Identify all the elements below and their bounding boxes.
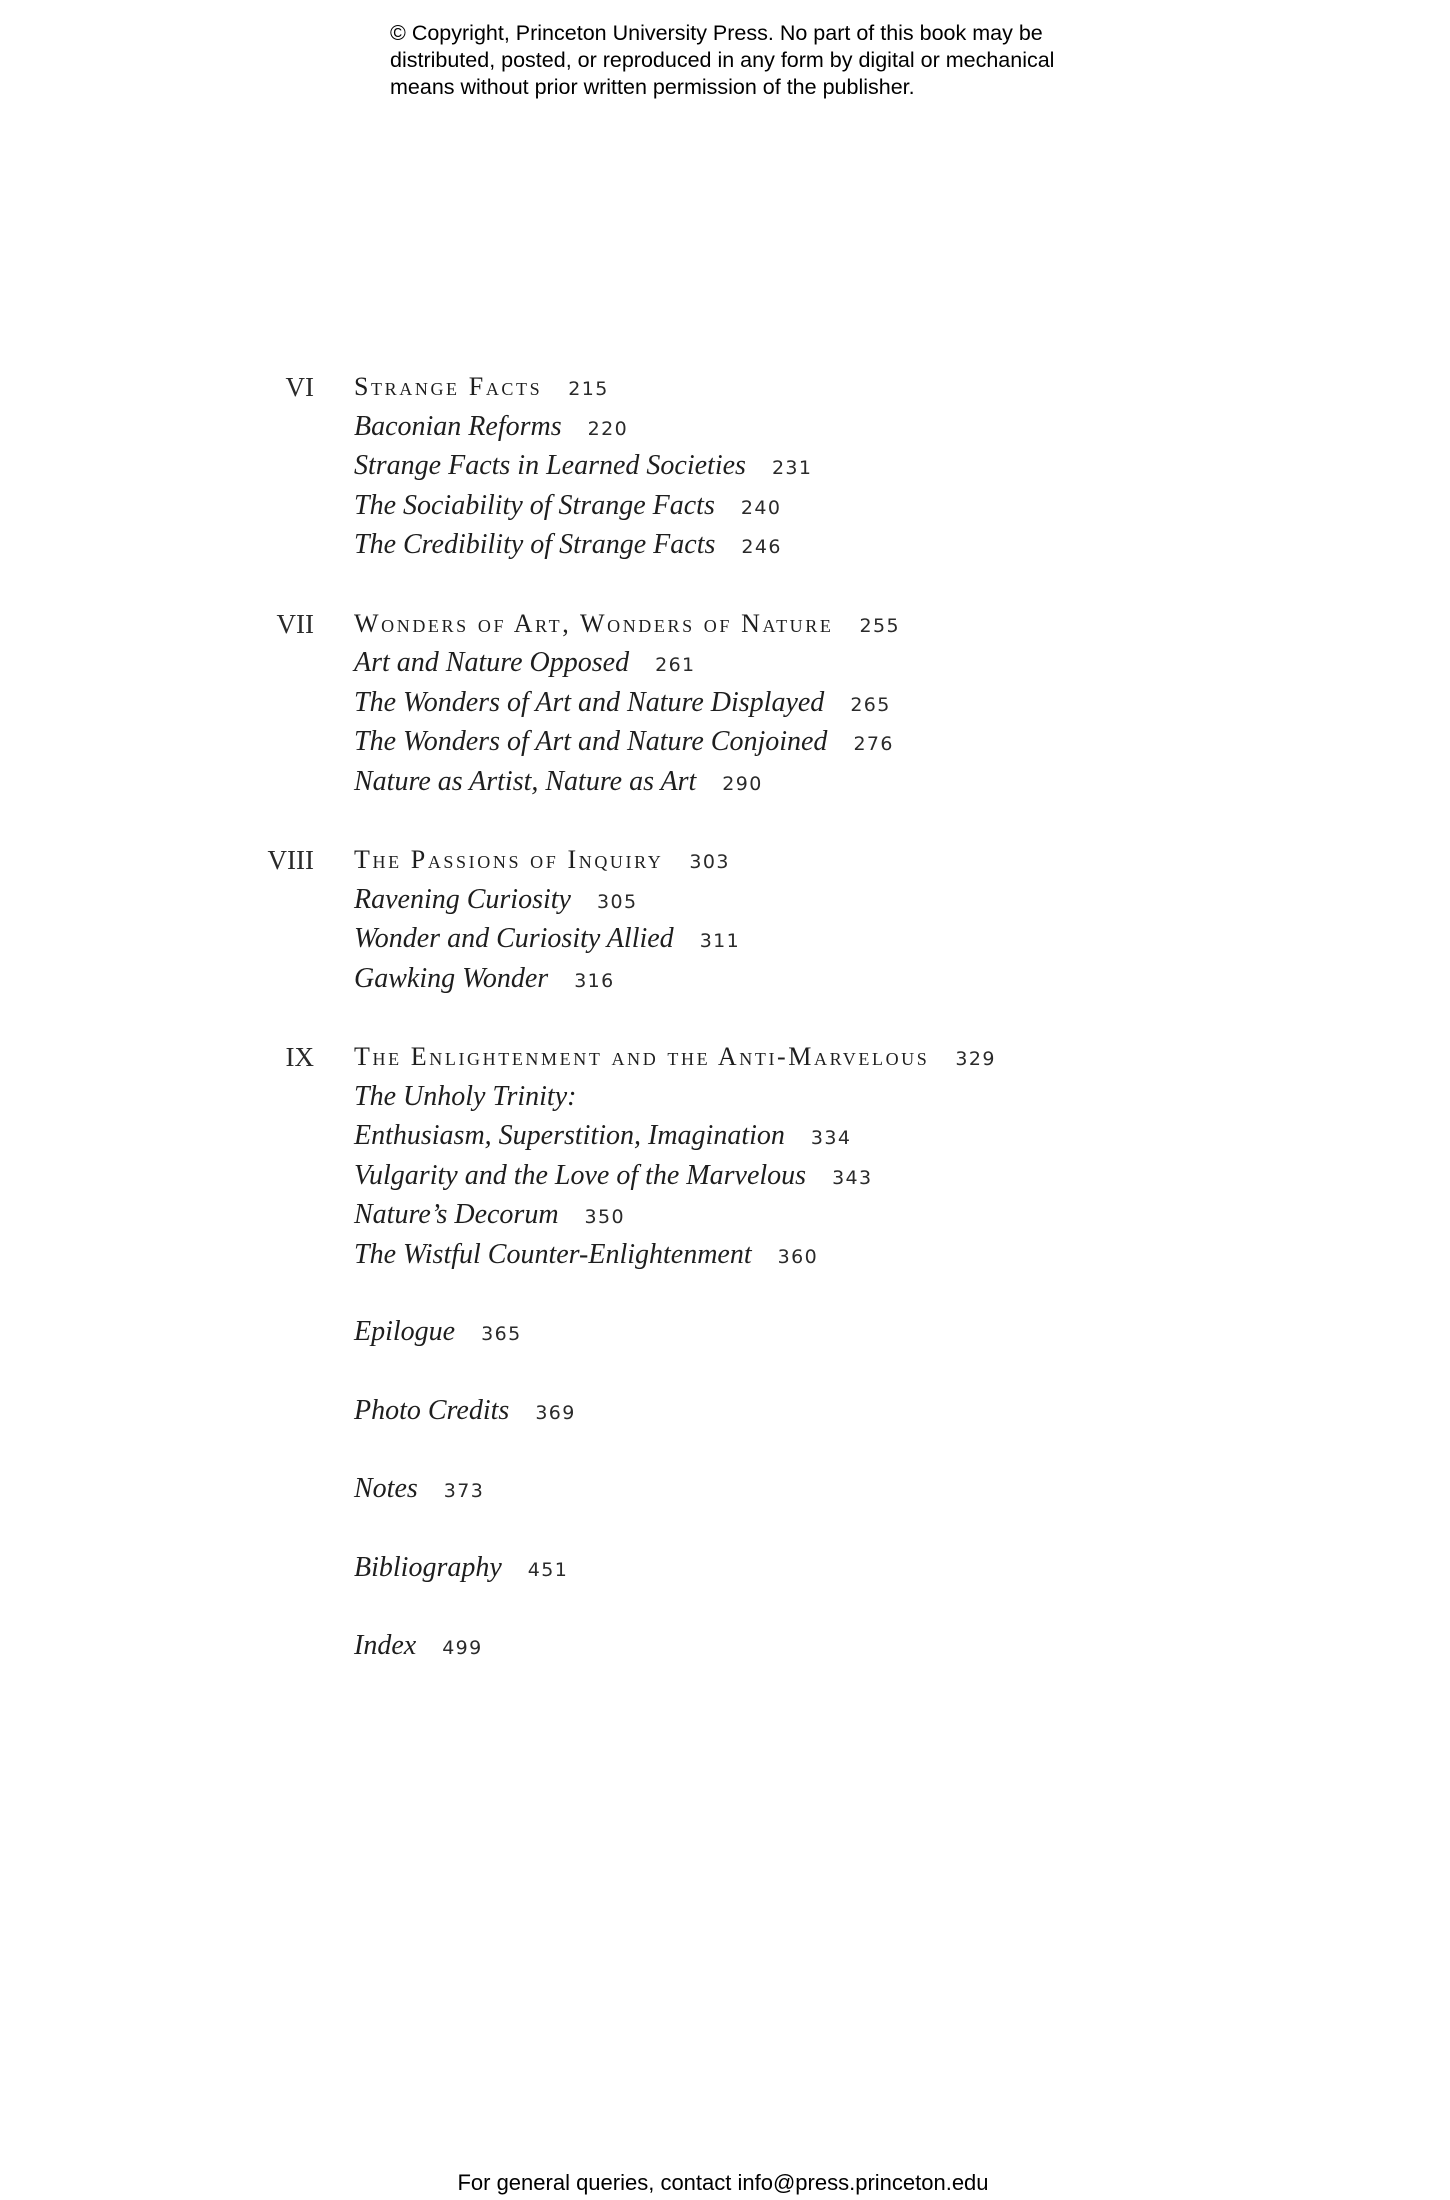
page-number: 276 [853,733,894,755]
back-matter-title: Index [354,1630,417,1661]
back-matter-entry [0,1474,1450,1553]
back-matter-title: Epilogue [354,1316,456,1347]
page-number: 246 [741,536,782,558]
chapter-numeral: VI [285,372,314,402]
page-number: 360 [777,1245,819,1268]
page-number: 499 [442,1637,483,1659]
section-title: The Credibility of Strange Facts [354,529,716,560]
section-title: Art and Nature Opposed [354,647,630,678]
table-of-contents [0,372,1450,1710]
back-matter-title: Notes [354,1473,418,1504]
chapter-numeral: VII [276,608,314,639]
section-title: The Unholy Trinity: [354,1080,577,1112]
page-number: 369 [535,1401,576,1424]
chapter-numeral: VIII [267,845,314,875]
page-number: 231 [771,457,813,479]
page-number: 365 [481,1323,522,1345]
page-number: 329 [955,1048,996,1070]
back-matter-entry [0,1396,1450,1475]
section-title: Gawking Wonder [354,962,549,994]
page-number: 255 [859,614,900,637]
chapter-title: Wonders of Art, Wonders of Nature [354,608,834,638]
page-number: 265 [850,693,891,716]
copyright-line: distributed, posted, or reproduced in any form by digital or mechanical [390,48,1055,72]
back-matter-title: Bibliography [354,1551,502,1583]
chapter-entry [0,372,1450,570]
section-title: Wonder and Curiosity Allied [354,923,674,954]
chapter-entry [0,609,1450,807]
chapter-entry [0,1042,1450,1279]
section-title: Enthusiasm, Superstition, Imagination [354,1120,785,1151]
back-matter-title: Photo Credits [354,1394,510,1426]
page-number: 316 [574,969,615,992]
back-matter-entry [0,1317,1450,1396]
section-title: The Wistful Counter-Enlightenment [354,1238,752,1270]
section-title: Baconian Reforms [354,410,562,442]
footer-contact: For general queries, contact info@press.princeton.edu [457,2170,989,2195]
copyright-line: © Copyright, Princeton University Press. No part of this book may be [390,21,1043,45]
page-number: 343 [832,1166,873,1189]
chapter-title: The Enlightenment and the Anti-Marvelous [354,1042,930,1071]
section-title: The Sociability of Strange Facts [354,489,715,521]
chapter-entry [0,845,1450,1003]
section-title: The Wonders of Art and Nature Displayed [354,686,825,718]
page-number: 451 [527,1558,569,1581]
page-number: 261 [655,654,696,676]
copyright-notice [390,20,1150,101]
page-number: 334 [810,1127,852,1149]
back-matter-entry [0,1553,1450,1632]
copyright-line: means without prior written permission of the publisher. [390,75,915,99]
chapter-numeral: IX [285,1042,314,1072]
page-number: 373 [443,1480,485,1502]
page-number: 303 [689,851,730,873]
section-title: Strange Facts in Learned Societies [354,450,746,481]
page-number: 305 [596,890,638,913]
section-title: Ravening Curiosity [354,883,571,915]
back-matter [0,1317,1450,1710]
section-title: The Wonders of Art and Nature Conjoined [354,726,828,757]
page-number: 350 [584,1206,626,1228]
page-number: 290 [722,772,763,795]
chapter-title: Strange Facts [354,372,543,401]
section-title: Vulgarity and the Love of the Marvelous [354,1159,807,1191]
section-title: Nature as Artist, Nature as Art [354,765,697,797]
section-title: Nature’s Decorum [354,1199,559,1230]
page-number: 220 [587,417,629,440]
back-matter-entry [0,1631,1450,1710]
page-number: 240 [740,496,782,519]
page-number: 215 [568,378,609,400]
page-number: 311 [699,930,741,952]
chapter-title: The Passions of Inquiry [354,845,664,874]
